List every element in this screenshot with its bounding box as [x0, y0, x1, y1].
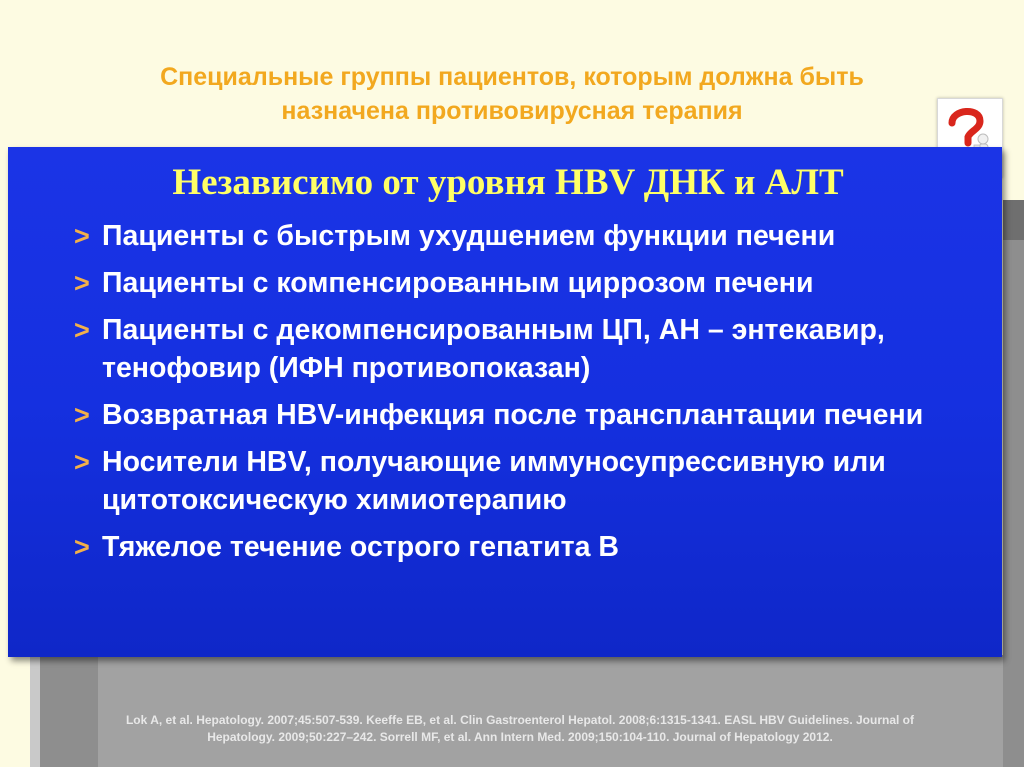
slide-title-line-2: назначена противовирусная терапия — [281, 97, 743, 125]
list-item — [74, 264, 994, 302]
bullet-text: Носители HBV, получающие иммуносупрессивную или цитотоксическую химиотерапию — [102, 446, 886, 516]
references-line-2: Hepatology. 2009;50:227–242. Sorrell MF, et al. Ann Intern Med. 2009;150:104-110. Journal of Hepatology 2012. — [207, 730, 833, 744]
background-band-light — [98, 655, 1024, 767]
background-stripe-right-dark — [1003, 200, 1024, 240]
content-panel — [8, 147, 1002, 657]
bullet-text: Пациенты с компенсированным циррозом печени — [102, 267, 814, 299]
bullet-text: Пациенты с декомпенсированным ЦП, АН – энтекавир, тенофовир (ИФН противопоказан) — [102, 314, 885, 384]
slide-title — [20, 60, 1004, 128]
background-stripe-left — [30, 655, 40, 767]
list-item — [74, 443, 994, 519]
bullet-arrow-icon: > — [74, 400, 90, 430]
bullet-text: Тяжелое течение острого гепатита В — [102, 531, 619, 563]
list-item — [74, 396, 994, 434]
bullet-arrow-icon: > — [74, 221, 90, 251]
references-line-1: Lok A, et al. Hepatology. 2007;45:507-539. Keeffe EB, et al. Clin Gastroenterol Hepatol. 2008;6:1315-1341. EASL HBV Guidelines. Journal of — [125, 713, 915, 727]
list-item — [74, 217, 994, 255]
bullet-arrow-icon: > — [74, 315, 90, 345]
bullet-arrow-icon: > — [74, 268, 90, 298]
bullet-text: Возвратная HBV-инфекция после трансплантации печени — [102, 399, 924, 431]
background-stripe-right — [1003, 200, 1024, 767]
slide-title-line-1: Специальные группы пациентов, которым должна быть — [160, 63, 864, 91]
bullet-text: Пациенты с быстрым ухудшением функции печени — [102, 220, 836, 252]
bullet-list — [74, 217, 994, 575]
list-item — [74, 311, 994, 387]
panel-title: Независимо от уровня HBV ДНК и АЛТ — [172, 162, 844, 203]
list-item — [74, 528, 994, 566]
bullet-arrow-icon: > — [74, 447, 90, 477]
references-footnote — [40, 712, 1000, 746]
bullet-arrow-icon: > — [74, 532, 90, 562]
